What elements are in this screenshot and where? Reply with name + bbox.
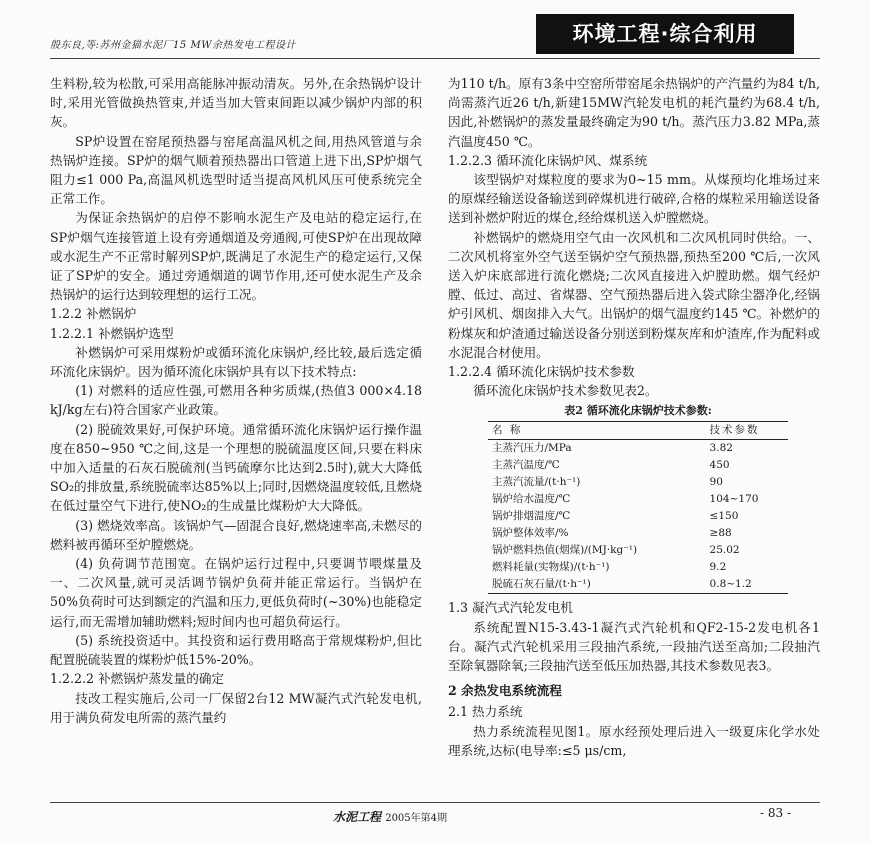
list-item: (1) 对燃料的适应性强,可燃用各种劣质煤,(热值3 000×4.18 kJ/kg左右)符合国家产业政策。 [50, 383, 422, 418]
param-value: 90 [709, 476, 723, 489]
table-row [488, 440, 788, 458]
paragraph: 生料粉,较为松散,可采用高能脉冲振动清灰。另外,在余热锅炉设计时,采用光管做换热管束,并适当加大管束间距以减少锅炉内部的积灰。 [50, 76, 422, 130]
list-item: (5) 系统投资适中。其投资和运行费用略高于常规煤粉炉,但比配置脱硫装置的煤粉炉低15%-20%。 [50, 632, 422, 668]
heading-1-3: 1.3 凝汽式汽轮发电机 [448, 600, 573, 616]
param-name: 锅炉给水温度/℃ [492, 493, 571, 506]
heading-2-1: 2.1 热力系统 [448, 704, 523, 720]
heading-1-2-2-3: 1.2.2.3 循环流化床锅炉风、煤系统 [448, 152, 648, 168]
table-header-value: 技术参数 [706, 422, 788, 440]
table-row [488, 457, 788, 474]
param-name: 主蒸汽温度/℃ [492, 459, 560, 472]
heading-1-2-2-1: 1.2.2.1 补燃锅炉选型 [50, 325, 174, 341]
heading-1-2-2-4: 1.2.2.4 循环流化床锅炉技术参数 [448, 364, 635, 380]
table-row [488, 542, 788, 559]
paragraph: 为保证余热锅炉的启停不影响水泥生产及电站的稳定运行,在SP炉烟气连接管道上设有旁通烟道及旁通阀,可使SP炉在出现故障或水泥生产不正常时解列SP炉,既满足了水泥生产的稳定运行,又保证了SP炉的安全。通过旁通烟道的调节作用,还可使水泥生产及余热锅炉的运行达到较理想的运行工况。 [50, 210, 422, 303]
param-value: 0.8~1.2 [706, 576, 788, 594]
boiler-parameters-table [488, 402, 788, 594]
table-row [488, 491, 788, 508]
paragraph: SP炉设置在窑尾预热器与窑尾高温风机之间,用热风管道与余热锅炉连接。SP炉的烟气顺着预热器出口管道上进下出,SP炉烟气阻力≤1 000 Pa,高温风机选型时适当提高风机风压可使系统完全正常工作。 [50, 133, 422, 207]
footer-journal [333, 808, 447, 825]
param-value: 450 [709, 459, 730, 472]
param-name: 燃料耗量(实物煤)/(t·h⁻¹) [492, 561, 610, 574]
heading-2: 2 余热发电系统流程 [448, 683, 562, 699]
list-item: (2) 脱硫效果好,可保护环境。通常循环流化床锅炉运行操作温度在850~950 ℃之间,这是一个理想的脱硫温度区间,只要在料床中加入适量的石灰石脱硫剂(当钙硫摩尔比达到2.5时),就大大降低SO₂的排放量,系统脱硫率达85%以上;同时,因燃烧温度较低,且燃烧在低过量空气下进行,使NO₂的生成量比煤粉炉大大降低。 [50, 421, 422, 514]
param-name: 锅炉排烟温度/℃ [492, 510, 571, 523]
param-value: 104~170 [709, 493, 759, 506]
table-header-name: 名 称 [488, 422, 706, 440]
header-rule [50, 58, 820, 59]
journal-name: 水泥工程 [333, 810, 382, 824]
paragraph: 该型锅炉对煤粒度的要求为0~15 mm。从煤预均化堆场过来的原煤经输送设备输送到碎煤机进行破碎,合格的煤粒采用输送设备送到补燃炉附近的煤仓,经给煤机送入炉膛燃烧。 [448, 172, 820, 226]
heading-1-2-2: 1.2.2 补燃锅炉 [50, 306, 137, 322]
param-value: ≤150 [709, 510, 739, 523]
right-column [448, 74, 820, 760]
table-row [488, 525, 788, 542]
table-row [488, 559, 788, 576]
param-name: 锅炉整体效率/% [492, 527, 569, 540]
left-column [50, 74, 422, 727]
paragraph: 补燃锅炉的燃烧用空气由一次风机和二次风机同时供给。一、二次风机将室外空气送至锅炉空气预热器,预热至200 ℃后,一次风送入炉床底部进行流化燃烧;二次风直接进入炉膛助燃。烟气经炉膛、低过、高过、省煤器、空气预热器后进入袋式除尘器净化,经锅炉引风机、烟囱排入大气。出锅炉的烟气温度约145 ℃。补燃炉的粉煤灰和炉渣通过输送设备分别送到粉煤灰库和炉渣库,作为配料或水泥混合材使用。 [448, 229, 820, 360]
param-value: 3.82 [709, 442, 733, 455]
heading-1-2-2-2: 1.2.2.2 补燃锅炉蒸发量的确定 [50, 671, 225, 687]
list-item: (3) 燃烧效率高。该锅炉气—固混合良好,燃烧速率高,未燃尽的燃料被再循环至炉膛燃烧。 [50, 517, 422, 552]
paragraph: 热力系统流程见图1。原水经预处理后进入一级夏床化学水处理系统,达标(电导率:≤5 μs/cm, [448, 723, 820, 758]
section-label: 环境工程·综合利用 [536, 14, 794, 54]
param-name: 主蒸汽流量/(t·h⁻¹) [492, 476, 581, 489]
param-name: 脱硫石灰石量/(t·h⁻¹) [488, 576, 706, 594]
paragraph: 技改工程实施后,公司一厂保留2台12 MW凝汽式汽轮发电机,用于满负荷发电所需的蒸汽量约 [50, 690, 422, 725]
table-row [488, 508, 788, 525]
paragraph: 循环流化床锅炉技术参数见表2。 [473, 383, 658, 399]
running-head: 殷东良,等:苏州金猫水泥厂15 MW余热发电工程设计 [50, 40, 296, 51]
param-value: 9.2 [709, 561, 727, 574]
list-item: (4) 负荷调节范围宽。在锅炉运行过程中,只要调节喂煤量及一、二次风量,就可灵活调节锅炉负荷并能正常运行。当锅炉在50%负荷时可达到额定的汽温和压力,更低负荷时(~30%)也能稳定运行,而无需增加辅助燃料;短时间内也可超负荷运行。 [50, 556, 422, 629]
param-value: ≥88 [709, 527, 732, 540]
param-name: 主蒸汽压力/MPa [492, 442, 572, 455]
table-row [488, 576, 788, 594]
paragraph: 补燃锅炉可采用煤粉炉或循环流化床锅炉,经比较,最后选定循环流化床锅炉。因为循环流化床锅炉具有以下技术特点: [50, 344, 422, 380]
table-caption: 表2 循环流化床锅炉技术参数: [564, 404, 712, 418]
param-name: 锅炉燃料热值(烟煤)/(MJ·kg⁻¹) [492, 544, 638, 557]
paragraph: 为110 t/h。原有3条中空窑所带窑尾余热锅炉的产汽量约为84 t/h,尚需蒸汽近26 t/h,新建15MW汽轮发电机的耗汽量约为68.4 t/h,因此,补燃锅炉的蒸发量最终确定为90 t/h。蒸汽压力3.82 MPa,蒸汽温度450 ℃。 [448, 76, 820, 149]
param-value: 25.02 [709, 544, 740, 557]
paragraph: 系统配置N15-3.43-1凝汽式汽轮机和QF2-15-2发电机各1台。凝汽式汽轮机采用三段抽汽系统,一段抽汽送至高加;二段抽汽至除氧器除氧;三段抽汽送至低压加热器,其技术参数见表3。 [448, 619, 820, 674]
journal-issue: 2005年第4期 [385, 813, 448, 824]
table-row [488, 474, 788, 491]
footer-rule [50, 802, 820, 803]
page-number: - 83 - [760, 806, 792, 820]
